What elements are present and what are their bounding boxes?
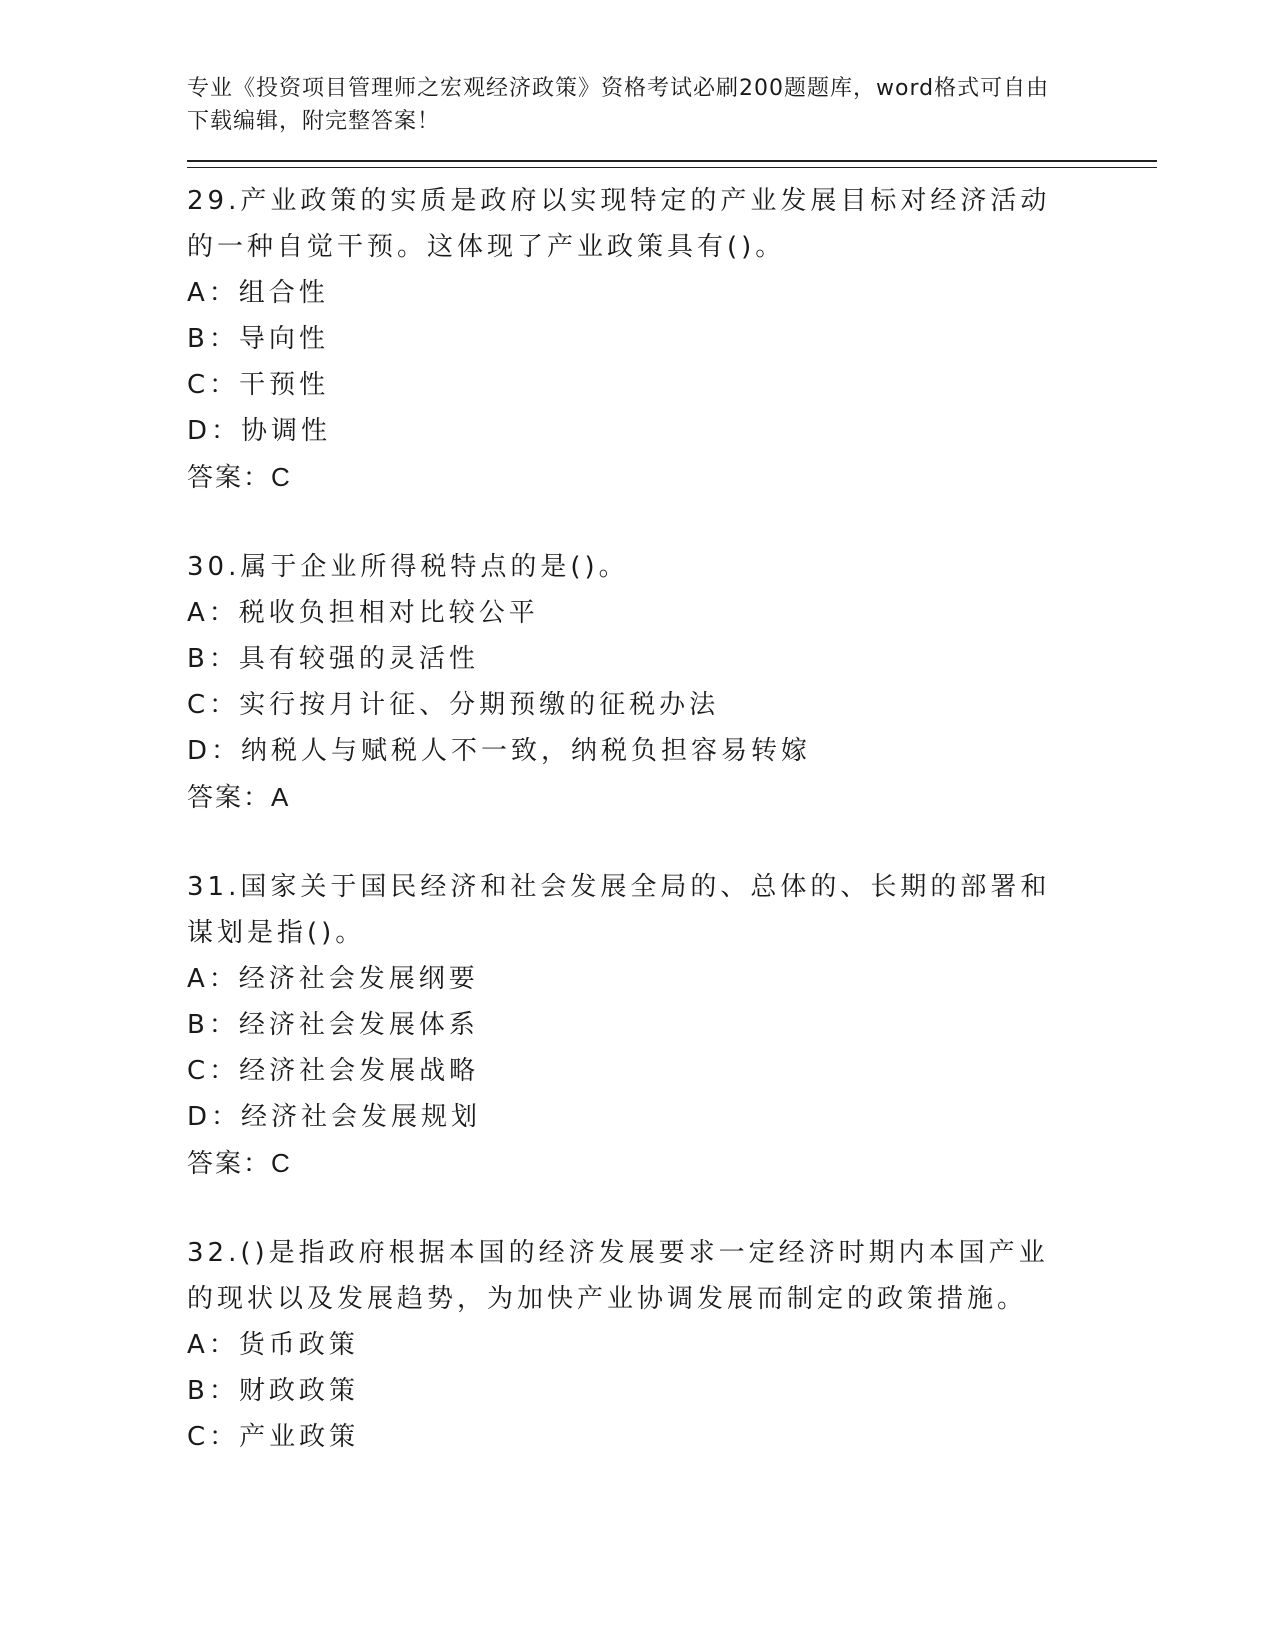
option-d: D：经济社会发展规划 — [187, 1102, 482, 1132]
option-b: B：经济社会发展体系 — [187, 1010, 479, 1040]
option-b: B：导向性 — [187, 324, 329, 354]
option-a: A：税收负担相对比较公平 — [187, 598, 539, 628]
option-a: A：经济社会发展纲要 — [187, 964, 479, 994]
option-c: C：经济社会发展战略 — [187, 1056, 480, 1086]
document-page — [187, 72, 1157, 1460]
header-divider — [187, 160, 1157, 168]
answer-line: 答案：C — [187, 1148, 292, 1178]
option-c: C：干预性 — [187, 370, 330, 400]
question-stem: 29.产业政策的实质是政府以实现特定的产业发展目标对经济活动的一种自觉干预。这体现了产业政策具有()。 — [187, 186, 1051, 262]
question-29 — [187, 178, 1157, 500]
document-header: 专业《投资项目管理师之宏观经济政策》资格考试必刷200题题库，word格式可自由下载编辑，附完整答案！ — [187, 76, 1050, 134]
question-31 — [187, 864, 1157, 1186]
option-a: A：货币政策 — [187, 1330, 359, 1360]
question-stem: 30.属于企业所得税特点的是()。 — [187, 552, 629, 582]
option-c: C：实行按月计征、分期预缴的征税办法 — [187, 690, 720, 720]
option-b: B：具有较强的灵活性 — [187, 644, 479, 674]
option-d: D：纳税人与赋税人不一致，纳税负担容易转嫁 — [187, 736, 812, 766]
option-b: B：财政政策 — [187, 1376, 359, 1406]
question-stem: 31.国家关于国民经济和社会发展全局的、总体的、长期的部署和谋划是指()。 — [187, 872, 1051, 948]
option-c: C：产业政策 — [187, 1422, 360, 1452]
question-30 — [187, 544, 1157, 820]
option-a: A：组合性 — [187, 278, 329, 308]
answer-line: 答案：C — [187, 462, 292, 492]
question-stem: 32.()是指政府根据本国的经济发展要求一定经济时期内本国产业的现状以及发展趋势，为加快产业协调发展而制定的政策措施。 — [187, 1238, 1049, 1314]
question-32 — [187, 1230, 1157, 1460]
option-d: D：协调性 — [187, 416, 332, 446]
answer-line: 答案：A — [187, 782, 291, 812]
